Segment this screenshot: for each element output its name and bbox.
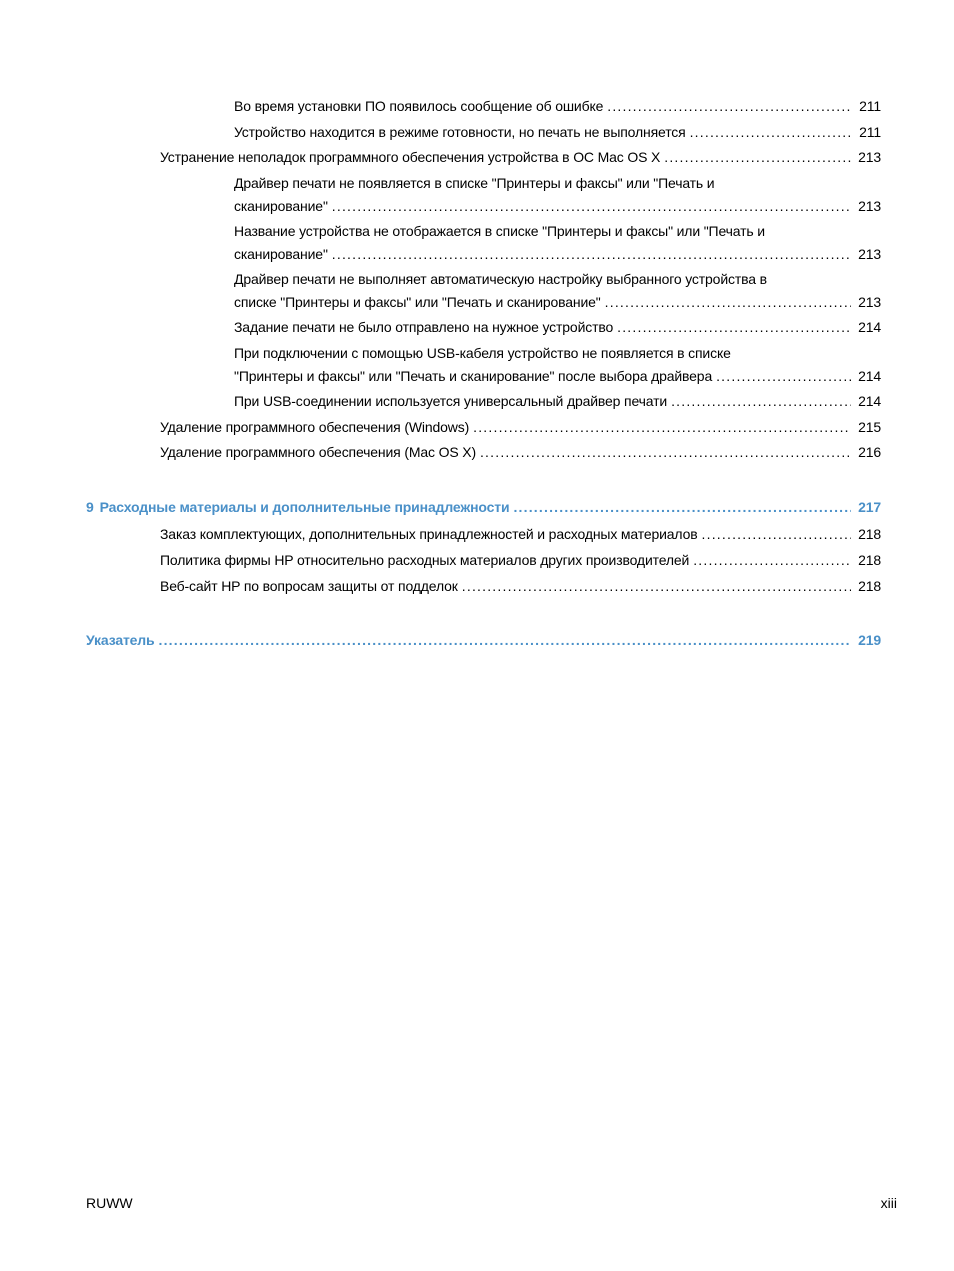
toc-index-title: Указатель <box>86 632 155 648</box>
toc-entry-title: Удаление программного обеспечения (Mac OS X) <box>160 444 476 460</box>
toc-page-number: 214 <box>858 319 881 335</box>
toc-page-number: 216 <box>858 444 881 460</box>
toc-entry[interactable] <box>160 416 881 439</box>
toc-page-number: 213 <box>858 245 881 262</box>
toc-entry-title: Во время установки ПО появилось сообщение об ошибке <box>234 98 604 114</box>
toc-page-number: 214 <box>858 393 881 409</box>
toc-page-number: 211 <box>859 98 881 114</box>
toc-entry-title-line1: Драйвер печати не появляется в списке "Принтеры и факсы" или "Печать и <box>234 175 715 191</box>
toc-leader-dots <box>605 291 851 314</box>
toc-page-number: 219 <box>858 632 881 648</box>
toc-entry-title: При USB-соединении используется универсальный драйвер печати <box>234 393 668 409</box>
toc-leader-dots <box>671 390 851 413</box>
toc-entry-title: Задание печати не было отправлено на нужное устройство <box>234 319 614 335</box>
toc-leader-dots <box>462 575 851 598</box>
toc-entry-title: Устройство находится в режиме готовности, но печать не выполняется <box>234 124 686 140</box>
toc-entry[interactable] <box>234 95 881 118</box>
toc-leader-dots <box>607 95 851 118</box>
toc-page-number: 218 <box>858 526 881 542</box>
footer-page-number: xiii <box>880 1195 897 1211</box>
toc-page-number: 214 <box>858 367 881 384</box>
toc-entry-title: Удаление программного обеспечения (Windows) <box>160 419 470 435</box>
toc-entry[interactable] <box>234 390 881 413</box>
toc-entry-title: Веб-сайт HP по вопросам защиты от подделок <box>160 578 458 594</box>
toc-entry[interactable] <box>160 575 881 598</box>
toc-leader-dots <box>690 121 851 144</box>
toc-entry[interactable] <box>234 342 881 387</box>
toc-leader-dots <box>693 549 851 572</box>
toc-page-number: 211 <box>859 124 881 140</box>
toc-entry[interactable] <box>234 172 881 217</box>
toc-leader-dots <box>332 195 851 218</box>
toc-entry[interactable] <box>234 220 881 265</box>
toc-entry-title: Политика фирмы HP относительно расходных материалов других производителей <box>160 552 690 568</box>
toc-entry-title: "Принтеры и факсы" или "Печать и сканирование" после выбора драйвера <box>234 367 713 384</box>
toc-entry[interactable] <box>160 146 881 169</box>
toc-page-number: 218 <box>858 578 881 594</box>
toc-entry-title: Заказ комплектующих, дополнительных принадлежностей и расходных материалов <box>160 526 698 542</box>
toc-entry-title: Устранение неполадок программного обеспечения устройства в ОС Mac OS X <box>160 149 661 165</box>
toc-entry[interactable] <box>160 549 881 572</box>
toc-chapter-title-group <box>86 496 509 519</box>
toc-entry[interactable] <box>234 316 881 339</box>
toc-entry-title-line1: При подключении с помощью USB-кабеля устройство не появляется в списке <box>234 345 731 361</box>
toc-leader-dots <box>480 441 851 464</box>
toc-page-number: 213 <box>858 149 881 165</box>
toc-entry[interactable] <box>160 523 881 546</box>
toc-entry-title: списке "Принтеры и факсы" или "Печать и сканирование" <box>234 293 601 310</box>
toc-chapter-number: 9 <box>86 499 94 515</box>
toc-leader-dots <box>664 146 851 169</box>
toc-entry-title: сканирование" <box>234 245 328 262</box>
toc-chapter-title: Расходные материалы и дополнительные принадлежности <box>99 499 510 515</box>
toc-page-number: 213 <box>858 293 881 310</box>
toc-leader-dots <box>332 243 851 266</box>
toc-leader-dots <box>159 629 852 652</box>
toc-page-number: 218 <box>858 552 881 568</box>
toc-chapter-entry[interactable] <box>86 496 881 519</box>
toc-leader-dots <box>617 316 851 339</box>
toc-entry[interactable] <box>160 441 881 464</box>
toc-entry-title: сканирование" <box>234 197 328 214</box>
toc-leader-dots <box>513 496 851 519</box>
toc-page-number: 215 <box>858 419 881 435</box>
toc-entry-title-line1: Название устройства не отображается в списке "Принтеры и факсы" или "Печать и <box>234 223 765 239</box>
toc-page-number: 217 <box>858 499 881 515</box>
toc-page-number: 213 <box>858 197 881 214</box>
toc-entry-title-line1: Драйвер печати не выполняет автоматическую настройку выбранного устройства в <box>234 271 767 287</box>
toc-leader-dots <box>473 416 851 439</box>
toc-index-entry[interactable] <box>86 629 881 652</box>
footer-document-code: RUWW <box>86 1195 133 1211</box>
toc-leader-dots <box>702 523 851 546</box>
toc-entry[interactable] <box>234 268 881 313</box>
toc-entry[interactable] <box>234 121 881 144</box>
toc-leader-dots <box>716 365 851 388</box>
